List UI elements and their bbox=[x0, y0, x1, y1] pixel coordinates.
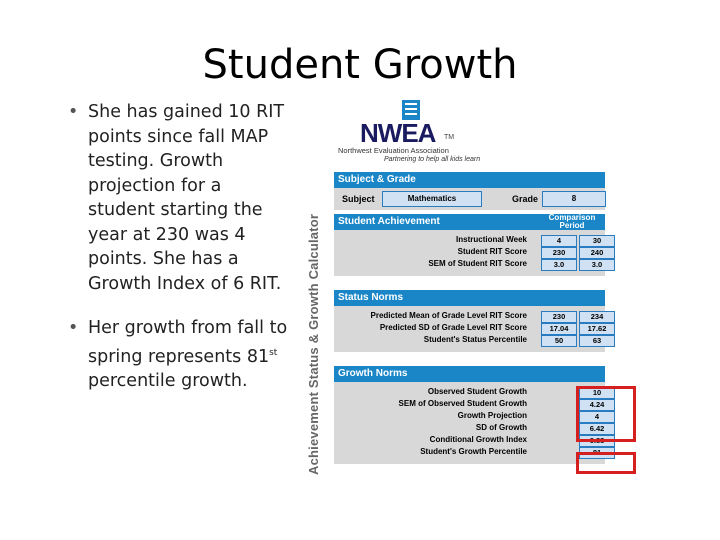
table-row bbox=[334, 386, 605, 398]
logo-tm: TM bbox=[444, 134, 455, 141]
begin-value: 50 bbox=[541, 335, 577, 347]
begin-value: 230 bbox=[541, 311, 577, 323]
bullet-text: Her growth from fall to spring represents 81 bbox=[88, 318, 288, 367]
table-row bbox=[334, 258, 605, 270]
bullet-list bbox=[68, 100, 288, 413]
grade-label: Grade bbox=[512, 194, 539, 204]
achievement-panel bbox=[334, 230, 605, 276]
row-label: SEM of Student RIT Score bbox=[428, 259, 527, 268]
growth-norms-panel bbox=[334, 382, 605, 464]
status-norms-panel bbox=[334, 306, 605, 352]
status-norms-header: Status Norms bbox=[334, 290, 605, 306]
begin-value[interactable]: 3.0 bbox=[541, 259, 577, 271]
table-row bbox=[334, 434, 605, 446]
subject-field[interactable]: Mathematics bbox=[382, 191, 482, 207]
grade-field[interactable]: 8 bbox=[542, 191, 606, 207]
nwea-logo bbox=[336, 100, 516, 170]
growth-value: 6.42 bbox=[579, 423, 615, 435]
percentile-highlight-box bbox=[576, 452, 636, 474]
growth-calculator bbox=[334, 172, 605, 464]
row-label: Student's Growth Percentile bbox=[420, 447, 527, 456]
growth-value: 4 bbox=[579, 411, 615, 423]
table-row bbox=[334, 246, 605, 258]
row-label: Predicted SD of Grade Level RIT Score bbox=[379, 323, 527, 332]
table-row bbox=[334, 310, 605, 322]
subject-grade-header: Subject & Grade bbox=[334, 172, 605, 188]
row-label: Conditional Growth Index bbox=[429, 435, 527, 444]
row-label: Growth Projection bbox=[457, 411, 527, 420]
end-value[interactable]: 3.0 bbox=[579, 259, 615, 271]
growth-norms-header: Growth Norms bbox=[334, 366, 605, 382]
bullet-item: • She has gained 10 RIT points since fall MAP testing. Growth projection for a student starting the year at 230 was 4 points. She has a Growth Index of 6 RIT. bbox=[68, 100, 288, 296]
begin-value[interactable]: 230 bbox=[541, 247, 577, 259]
subject-label: Subject bbox=[342, 194, 375, 204]
table-row bbox=[334, 422, 605, 434]
growth-value: 10 bbox=[579, 387, 615, 399]
bullet-text-end: percentile growth. bbox=[88, 370, 248, 391]
end-value[interactable]: 240 bbox=[579, 247, 615, 259]
table-row bbox=[334, 446, 605, 458]
end-value[interactable]: 30 bbox=[579, 235, 615, 247]
calculator-vertical-title: Achievement Status & Growth Calculator bbox=[306, 213, 321, 475]
table-row bbox=[334, 322, 605, 334]
table-row bbox=[334, 410, 605, 422]
growth-value: 0.88 bbox=[579, 435, 615, 447]
nwea-logo-icon bbox=[402, 100, 420, 120]
row-label: SD of Growth bbox=[475, 423, 527, 432]
row-label: SEM of Observed Student Growth bbox=[398, 399, 527, 408]
begin-value[interactable]: 4 bbox=[541, 235, 577, 247]
logo-association: Northwest Evaluation Association bbox=[338, 146, 449, 155]
subject-grade-panel bbox=[334, 188, 605, 210]
comparison-period-label: Comparison Period bbox=[548, 213, 596, 230]
table-row bbox=[334, 234, 605, 246]
logo-word: NWEA bbox=[360, 118, 436, 148]
begin-value: 17.04 bbox=[541, 323, 577, 335]
end-value: 63 bbox=[579, 335, 615, 347]
ordinal-suffix: st bbox=[269, 347, 278, 358]
row-label: Observed Student Growth bbox=[427, 387, 527, 396]
end-value: 17.62 bbox=[579, 323, 615, 335]
table-row bbox=[334, 334, 605, 346]
bullet-item bbox=[68, 316, 288, 393]
achievement-header-label: Student Achievement bbox=[338, 216, 440, 227]
end-value: 234 bbox=[579, 311, 615, 323]
row-label: Predicted Mean of Grade Level RIT Score bbox=[370, 311, 527, 320]
achievement-header bbox=[334, 214, 605, 230]
row-label: Student's Status Percentile bbox=[423, 335, 527, 344]
growth-value: 4.24 bbox=[579, 399, 615, 411]
row-label: Student RIT Score bbox=[457, 247, 527, 256]
growth-highlight-box bbox=[576, 386, 636, 442]
table-row bbox=[334, 398, 605, 410]
growth-value: 81 bbox=[579, 447, 615, 459]
slide-title: Student Growth bbox=[202, 42, 518, 88]
row-label: Instructional Week bbox=[456, 235, 527, 244]
logo-tagline: Partnering to help all kids learn bbox=[384, 156, 481, 163]
